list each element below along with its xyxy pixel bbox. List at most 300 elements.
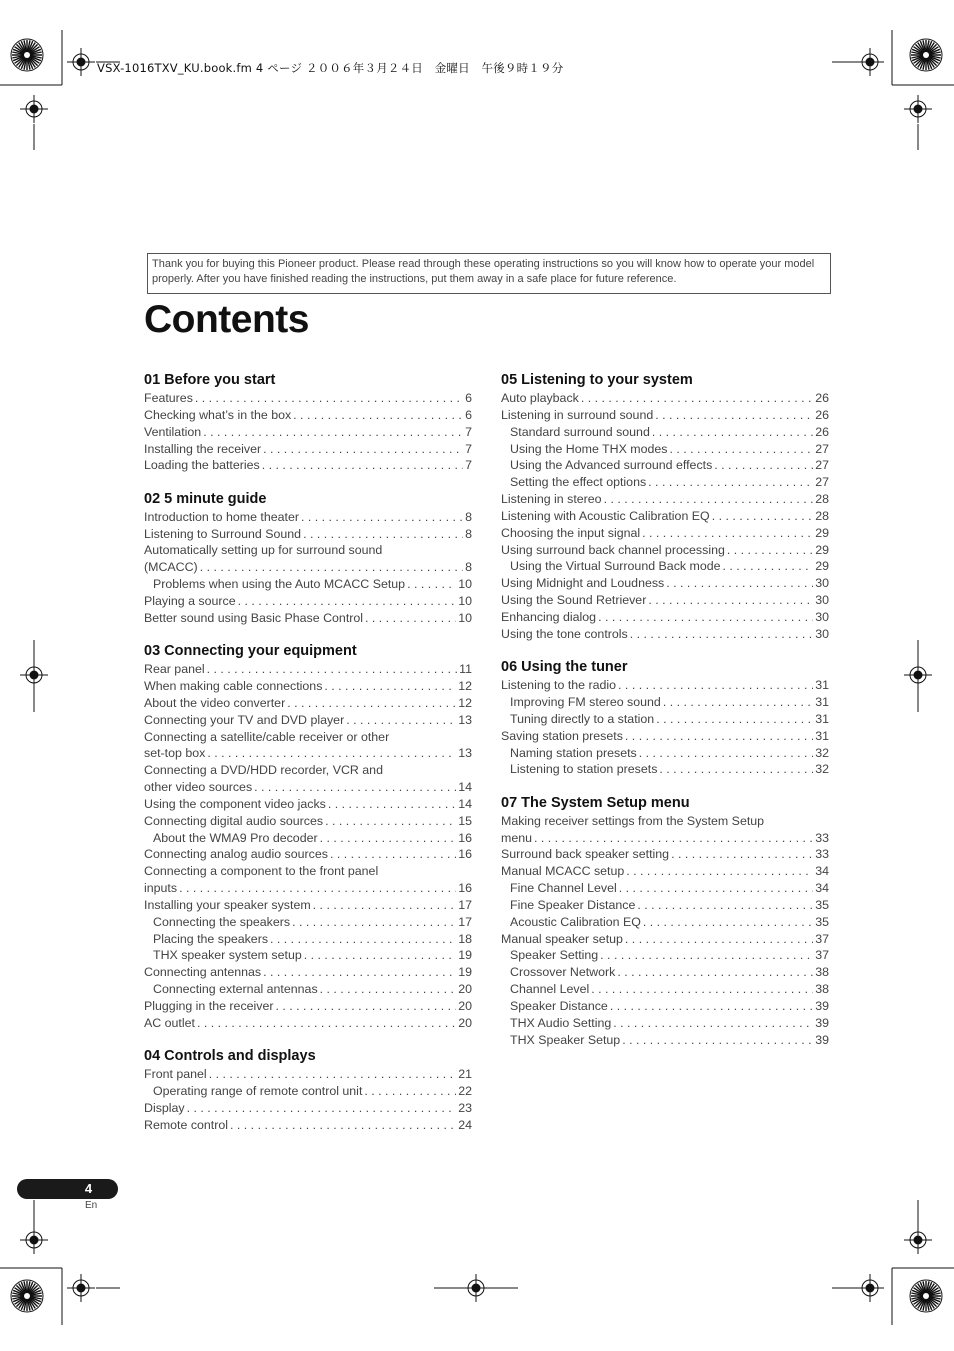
toc-entry[interactable] — [501, 542, 829, 559]
toc-entry-title: Listening in surround sound — [501, 407, 654, 422]
toc-dot-leader — [324, 678, 456, 695]
toc-entry[interactable] — [144, 762, 472, 779]
toc-section — [501, 370, 829, 643]
toc-dot-leader — [714, 457, 813, 474]
toc-dot-leader — [659, 761, 813, 778]
toc-dot-leader — [270, 931, 456, 948]
toc-dot-leader — [626, 863, 813, 880]
toc-page-number: 12 — [458, 695, 472, 710]
toc-left-column — [144, 370, 472, 1148]
toc-entry-title: Auto playback — [501, 391, 579, 405]
toc-entry-title: Introduction to home theater — [144, 509, 299, 524]
toc-entry-title: Using the component video jacks — [144, 796, 326, 811]
toc-subentry[interactable] — [144, 947, 472, 964]
toc-entry-title: Problems when using the Auto MCACC Setup — [153, 577, 406, 592]
toc-entry-title: Connecting a component to the front panel — [144, 864, 379, 879]
toc-page-number: 8 — [465, 526, 472, 541]
toc-page-number: 6 — [465, 407, 472, 422]
toc-entry[interactable] — [144, 593, 472, 610]
toc-dot-leader — [276, 998, 457, 1015]
toc-entry[interactable] — [501, 931, 829, 948]
toc-entry[interactable] — [144, 610, 472, 627]
toc-subentry[interactable] — [501, 558, 829, 575]
toc-page-number: 14 — [458, 796, 472, 811]
toc-dot-leader — [637, 897, 813, 914]
toc-dot-leader — [346, 712, 456, 729]
toc-page-number: 22 — [458, 1084, 472, 1099]
toc-dot-leader — [330, 846, 456, 863]
toc-dot-leader — [238, 593, 457, 610]
toc-entry[interactable] — [144, 863, 472, 880]
toc-page-number: 7 — [465, 441, 472, 456]
toc-entry[interactable] — [144, 457, 472, 474]
toc-dot-leader — [648, 474, 813, 491]
toc-entry[interactable] — [501, 728, 829, 745]
toc-entry-title: Ventilation — [144, 424, 202, 439]
toc-page-number: 39 — [815, 999, 829, 1013]
toc-entry-title: Using surround back channel processing — [501, 542, 725, 557]
toc-entry[interactable] — [144, 1100, 472, 1117]
toc-entry[interactable] — [144, 1015, 472, 1032]
toc-page-number: 33 — [815, 847, 829, 862]
toc-entry[interactable] — [144, 661, 472, 678]
toc-entry-title: Rear panel — [144, 662, 205, 677]
toc-entry-title: Using the tone controls — [501, 626, 628, 641]
toc-dot-leader — [610, 998, 813, 1015]
toc-entry[interactable] — [144, 1117, 472, 1134]
toc-dot-leader — [712, 508, 814, 525]
toc-entry-title: Standard surround sound — [510, 424, 650, 439]
toc-entry-title: Checking what’s in the box — [144, 407, 292, 422]
toc-page-number: 13 — [458, 712, 472, 727]
toc-entry-title: Plugging in the receiver — [144, 999, 274, 1013]
toc-page-number: 23 — [458, 1100, 472, 1115]
toc-entry-title: Tuning directly to a station — [510, 711, 655, 726]
toc-page-number: 20 — [458, 1015, 472, 1030]
toc-subentry[interactable] — [501, 694, 829, 711]
toc-dot-leader — [313, 897, 457, 914]
toc-subentry[interactable] — [501, 964, 829, 981]
toc-entry-title: Improving FM stereo sound — [510, 695, 661, 709]
toc-page-number: 26 — [815, 407, 829, 422]
toc-entry[interactable] — [501, 491, 829, 508]
toc-subentry[interactable] — [501, 914, 829, 931]
toc-page-number: 31 — [815, 711, 829, 726]
toc-entry-title: other video sources — [144, 780, 253, 795]
toc-dot-leader — [207, 745, 456, 762]
toc-entry-title: menu — [501, 830, 532, 845]
toc-entry-title: Listening in stereo — [501, 492, 602, 507]
toc-subentry[interactable] — [144, 576, 472, 593]
toc-dot-leader — [663, 694, 813, 711]
toc-page-number: 16 — [458, 847, 472, 862]
toc-page-number: 37 — [815, 931, 829, 946]
toc-entry-title: Manual MCACC setup — [501, 864, 625, 879]
toc-entry[interactable] — [144, 846, 472, 863]
thank-you-notice: Thank you for buying this Pioneer product. Please read through these operating instructions so you will know how to operate your model properly. After you have finished reading the instructions, put them away in a safe place for future reference. — [147, 253, 831, 294]
toc-dot-leader — [666, 575, 813, 592]
toc-entry-title: Manual speaker setup — [501, 931, 623, 946]
toc-entry-title: Using the Virtual Surround Back mode — [510, 559, 721, 574]
toc-dot-leader — [642, 525, 813, 542]
toc-entry[interactable] — [144, 526, 472, 543]
toc-page-number: 13 — [458, 746, 472, 761]
toc-dot-leader — [263, 964, 456, 981]
toc-page-number: 31 — [815, 695, 829, 709]
toc-dot-leader — [639, 745, 813, 762]
toc-entry-title: THX speaker system setup — [153, 948, 302, 963]
toc-entry[interactable] — [144, 880, 472, 897]
toc-section-heading[interactable]: 06 Using the tuner — [501, 659, 628, 676]
toc-page-number: 20 — [458, 982, 472, 997]
toc-page-number: 28 — [815, 508, 829, 523]
toc-entry-title: Connecting the speakers — [153, 914, 291, 929]
toc-section-heading[interactable]: 05 Listening to your system — [501, 372, 693, 388]
toc-entry-title: Connecting analog audio sources — [144, 847, 328, 862]
toc-entry-title: Front panel — [144, 1067, 207, 1082]
toc-dot-leader — [187, 1100, 457, 1117]
toc-subentry[interactable] — [501, 711, 829, 728]
toc-entry[interactable] — [501, 846, 829, 863]
toc-entry[interactable] — [144, 729, 472, 746]
toc-subentry[interactable] — [501, 745, 829, 762]
toc-section — [144, 1046, 472, 1133]
toc-page-number: 39 — [815, 1032, 829, 1047]
toc-entry[interactable] — [144, 964, 472, 981]
toc-entry[interactable] — [144, 407, 472, 424]
toc-entry-title: Connecting a satellite/cable receiver or other — [144, 729, 390, 744]
toc-page-number: 21 — [458, 1067, 472, 1082]
toc-dot-leader — [263, 441, 463, 458]
toc-dot-leader — [365, 610, 456, 627]
toc-page-number: 32 — [815, 745, 829, 760]
toc-dot-leader — [320, 830, 457, 847]
toc-entry-title: Connecting antennas — [144, 965, 262, 980]
toc-entry-title: Connecting digital audio sources — [144, 813, 324, 828]
toc-page-number: 11 — [459, 662, 472, 677]
toc-entry-title: Acoustic Calibration EQ — [510, 914, 641, 929]
toc-dot-leader — [364, 1083, 456, 1100]
toc-entry-title: Using Midnight and Loudness — [501, 576, 665, 591]
toc-page-number: 30 — [815, 626, 829, 641]
toc-entry-title: (MCACC) — [144, 560, 198, 575]
toc-subentry[interactable] — [144, 1083, 472, 1100]
toc-subentry[interactable] — [501, 981, 829, 998]
toc-page-number: 27 — [815, 475, 829, 490]
toc-entry-title: Saving station presets — [501, 728, 623, 743]
toc-entry-title: Setting the effect options — [510, 475, 647, 490]
toc-entry[interactable] — [144, 897, 472, 914]
toc-dot-leader — [613, 1015, 813, 1032]
toc-dot-leader — [600, 947, 813, 964]
toc-page-number: 29 — [815, 542, 829, 557]
toc-dot-leader — [301, 509, 463, 526]
toc-dot-leader — [669, 441, 813, 458]
toc-section-heading[interactable]: 02 5 minute guide — [144, 490, 267, 507]
toc-page-number: 6 — [465, 391, 472, 405]
toc-entry-title: Installing the receiver — [144, 441, 262, 456]
toc-page-number: 29 — [815, 525, 829, 540]
toc-entry[interactable] — [501, 813, 829, 830]
toc-entry-title: THX Speaker Setup — [510, 1032, 621, 1047]
toc-page-number: 34 — [815, 864, 829, 879]
toc-page-number: 17 — [458, 914, 472, 929]
toc-entry-title: Using the Advanced surround effects — [510, 458, 713, 473]
toc-page-number: 18 — [458, 931, 472, 946]
toc-page-number: 30 — [815, 593, 829, 608]
toc-entry-title: AC outlet — [144, 1015, 195, 1030]
toc-page-number: 7 — [465, 458, 472, 473]
toc-dot-leader — [671, 846, 813, 863]
toc-entry-title: Better sound using Basic Phase Control — [144, 610, 364, 625]
toc-page-number: 20 — [458, 999, 472, 1013]
toc-dot-leader — [325, 813, 456, 830]
toc-dot-leader — [625, 931, 813, 948]
toc-entry-title: Display — [144, 1100, 185, 1115]
toc-entry[interactable] — [501, 508, 829, 525]
toc-entry-title: Speaker Setting — [510, 948, 599, 963]
toc-page-number: 29 — [815, 559, 829, 574]
toc-dot-leader — [619, 880, 813, 897]
toc-subentry[interactable] — [144, 931, 472, 948]
language-code: En — [85, 1200, 98, 1211]
toc-entry-title: About the WMA9 Pro decoder — [153, 830, 318, 845]
toc-subentry[interactable] — [501, 1032, 829, 1049]
toc-entry[interactable] — [501, 626, 829, 643]
toc-section-heading[interactable]: 03 Connecting your equipment — [144, 643, 357, 660]
toc-entry-title: Listening to Surround Sound — [144, 526, 302, 541]
toc-entry[interactable] — [501, 863, 829, 880]
toc-subentry[interactable] — [501, 441, 829, 458]
toc-right-column — [501, 370, 829, 1063]
toc-page-number: 28 — [815, 492, 829, 507]
toc-entry-title: Connecting external antennas — [153, 982, 318, 997]
toc-page-number: 7 — [465, 424, 472, 439]
toc-entry-title: Loading the batteries — [144, 458, 260, 473]
toc-section — [144, 641, 472, 1032]
toc-page-number: 38 — [815, 982, 829, 997]
toc-dot-leader — [617, 964, 813, 981]
toc-dot-leader — [197, 1015, 456, 1032]
toc-dot-leader — [534, 830, 813, 847]
toc-entry-title: Connecting your TV and DVD player — [144, 712, 345, 727]
toc-entry[interactable] — [144, 813, 472, 830]
toc-dot-leader — [328, 796, 456, 813]
toc-entry[interactable] — [144, 1066, 472, 1083]
toc-section-heading[interactable]: 01 Before you start — [144, 372, 276, 388]
toc-page-number: 27 — [815, 441, 829, 456]
toc-dot-leader — [207, 661, 458, 678]
toc-entry-title: Naming station presets — [510, 745, 637, 760]
toc-entry-title: Enhancing dialog — [501, 609, 597, 624]
toc-entry-title: Operating range of remote control unit — [153, 1084, 363, 1099]
toc-page-number: 10 — [458, 610, 472, 625]
toc-entry-title: Remote control — [144, 1117, 229, 1132]
toc-subentry[interactable] — [501, 897, 829, 914]
toc-dot-leader — [304, 947, 456, 964]
toc-page-number: 17 — [458, 897, 472, 912]
toc-entry-title: Listening to station presets — [510, 762, 658, 777]
toc-entry-title: Automatically setting up for surround sound — [144, 543, 383, 558]
toc-page-number: 24 — [458, 1117, 472, 1132]
toc-subentry[interactable] — [501, 424, 829, 441]
toc-page-number: 19 — [458, 948, 472, 963]
toc-dot-leader — [648, 592, 813, 609]
toc-page-number: 10 — [458, 593, 472, 608]
toc-entry[interactable] — [501, 407, 829, 424]
toc-section-heading[interactable]: 07 The System Setup menu — [501, 794, 690, 811]
toc-page-number: 30 — [815, 609, 829, 624]
toc-page-number: 27 — [815, 458, 829, 473]
toc-entry-title: About the video converter — [144, 695, 286, 710]
toc-entry[interactable] — [501, 525, 829, 542]
toc-entry-title: Channel Level — [510, 982, 590, 997]
toc-page-number: 12 — [458, 678, 472, 693]
toc-entry-title: Crossover Network — [510, 965, 616, 980]
toc-page-number: 34 — [815, 881, 829, 896]
toc-subentry[interactable] — [144, 914, 472, 931]
toc-dot-leader — [604, 491, 814, 508]
toc-subentry[interactable] — [144, 830, 472, 847]
toc-dot-leader — [643, 914, 813, 931]
toc-dot-leader — [230, 1117, 456, 1134]
toc-entry[interactable] — [501, 575, 829, 592]
toc-page-number: 15 — [458, 813, 472, 828]
toc-entry[interactable] — [144, 509, 472, 526]
toc-entry[interactable] — [144, 712, 472, 729]
toc-entry[interactable] — [501, 830, 829, 847]
page-number-badge — [17, 1179, 118, 1199]
toc-page-number: 31 — [815, 728, 829, 743]
toc-dot-leader — [303, 526, 463, 543]
toc-entry[interactable] — [501, 609, 829, 626]
toc-subentry[interactable] — [501, 998, 829, 1015]
toc-dot-leader — [625, 728, 813, 745]
toc-dot-leader — [407, 576, 456, 593]
toc-entry[interactable] — [501, 592, 829, 609]
toc-dot-leader — [287, 695, 456, 712]
page-title: Contents — [144, 298, 309, 341]
toc-entry[interactable] — [144, 424, 472, 441]
toc-subentry[interactable] — [501, 1015, 829, 1032]
toc-page-number: 39 — [815, 1015, 829, 1030]
toc-dot-leader — [618, 677, 813, 694]
toc-entry[interactable] — [144, 542, 472, 559]
toc-entry-title: Making receiver settings from the System Setup — [501, 813, 765, 828]
toc-section — [144, 370, 472, 474]
toc-subentry[interactable] — [501, 457, 829, 474]
toc-entry-title: Placing the speakers — [153, 931, 269, 946]
toc-entry[interactable] — [144, 695, 472, 712]
toc-page-number: 26 — [815, 391, 829, 405]
toc-dot-leader — [727, 542, 813, 559]
toc-entry-title: Choosing the input signal — [501, 525, 641, 540]
toc-entry-title: Fine Speaker Distance — [510, 897, 636, 912]
toc-entry-title: When making cable connections — [144, 678, 323, 693]
toc-entry-title: Connecting a DVD/HDD recorder, VCR and — [144, 763, 383, 778]
toc-entry[interactable] — [144, 779, 472, 796]
toc-page-number: 35 — [815, 914, 829, 929]
toc-entry-title: Using the Sound Retriever — [501, 593, 647, 608]
toc-page-number: 35 — [815, 897, 829, 912]
toc-entry-title: Surround back speaker setting — [501, 847, 670, 862]
toc-page-number: 30 — [815, 576, 829, 591]
toc-dot-leader — [292, 914, 456, 931]
toc-dot-leader — [200, 559, 463, 576]
toc-entry[interactable] — [144, 559, 472, 576]
toc-page-number: 8 — [465, 509, 472, 524]
toc-dot-leader — [195, 390, 463, 407]
toc-dot-leader — [591, 981, 813, 998]
toc-subentry[interactable] — [501, 761, 829, 778]
page-number: 4 — [84, 1181, 93, 1196]
toc-section — [144, 489, 472, 627]
toc-page-number: 19 — [458, 965, 472, 980]
toc-dot-leader — [203, 424, 463, 441]
toc-page-number: 37 — [815, 948, 829, 963]
toc-dot-leader — [622, 1032, 813, 1049]
toc-dot-leader — [581, 390, 813, 407]
toc-page-number: 33 — [815, 830, 829, 845]
toc-dot-leader — [630, 626, 813, 643]
toc-dot-leader — [320, 981, 457, 998]
toc-page-number: 31 — [815, 678, 829, 693]
toc-entry[interactable] — [144, 745, 472, 762]
toc-entry[interactable] — [144, 390, 472, 407]
toc-entry-title: Listening with Acoustic Calibration EQ — [501, 508, 710, 523]
toc-entry-title: Speaker Distance — [510, 999, 608, 1013]
toc-section — [501, 657, 829, 778]
toc-dot-leader — [656, 711, 813, 728]
toc-subentry[interactable] — [144, 981, 472, 998]
toc-entry[interactable] — [144, 678, 472, 695]
toc-page-number: 10 — [458, 577, 472, 592]
toc-entry-title: inputs — [144, 881, 178, 896]
toc-entry-title: set-top box — [144, 746, 206, 761]
toc-page-number: 38 — [815, 965, 829, 980]
toc-entry[interactable] — [501, 390, 829, 407]
toc-entry[interactable] — [144, 441, 472, 458]
toc-section-heading[interactable]: 04 Controls and displays — [144, 1048, 316, 1065]
toc-page-number: 16 — [458, 830, 472, 845]
toc-entry[interactable] — [144, 796, 472, 813]
toc-entry-title: Installing your speaker system — [144, 897, 311, 912]
toc-entry-title: Playing a source — [144, 593, 236, 608]
toc-dot-leader — [723, 558, 814, 575]
toc-page-number: 14 — [458, 780, 472, 795]
toc-subentry[interactable] — [501, 880, 829, 897]
toc-subentry[interactable] — [501, 474, 829, 491]
toc-dot-leader — [209, 1066, 457, 1083]
toc-dot-leader — [254, 779, 456, 796]
toc-entry-title: THX Audio Setting — [510, 1015, 612, 1030]
toc-entry-title: Features — [144, 391, 193, 405]
toc-entry[interactable] — [501, 677, 829, 694]
toc-page-number: 26 — [815, 424, 829, 439]
toc-subentry[interactable] — [501, 947, 829, 964]
toc-dot-leader — [179, 880, 456, 897]
toc-dot-leader — [598, 609, 813, 626]
toc-page-number: 16 — [458, 881, 472, 896]
toc-dot-leader — [652, 424, 813, 441]
toc-page-number: 8 — [465, 560, 472, 575]
toc-entry-title: Using the Home THX modes — [510, 441, 668, 456]
toc-entry-title: Listening to the radio — [501, 678, 617, 693]
toc-section — [501, 793, 829, 1049]
toc-dot-leader — [293, 407, 463, 424]
file-info-header: VSX-1016TXV_KU.book.fm 4 ページ ２００６年３月２４日 金曜日 午後９時１９分 — [97, 61, 564, 75]
toc-entry[interactable] — [144, 998, 472, 1015]
